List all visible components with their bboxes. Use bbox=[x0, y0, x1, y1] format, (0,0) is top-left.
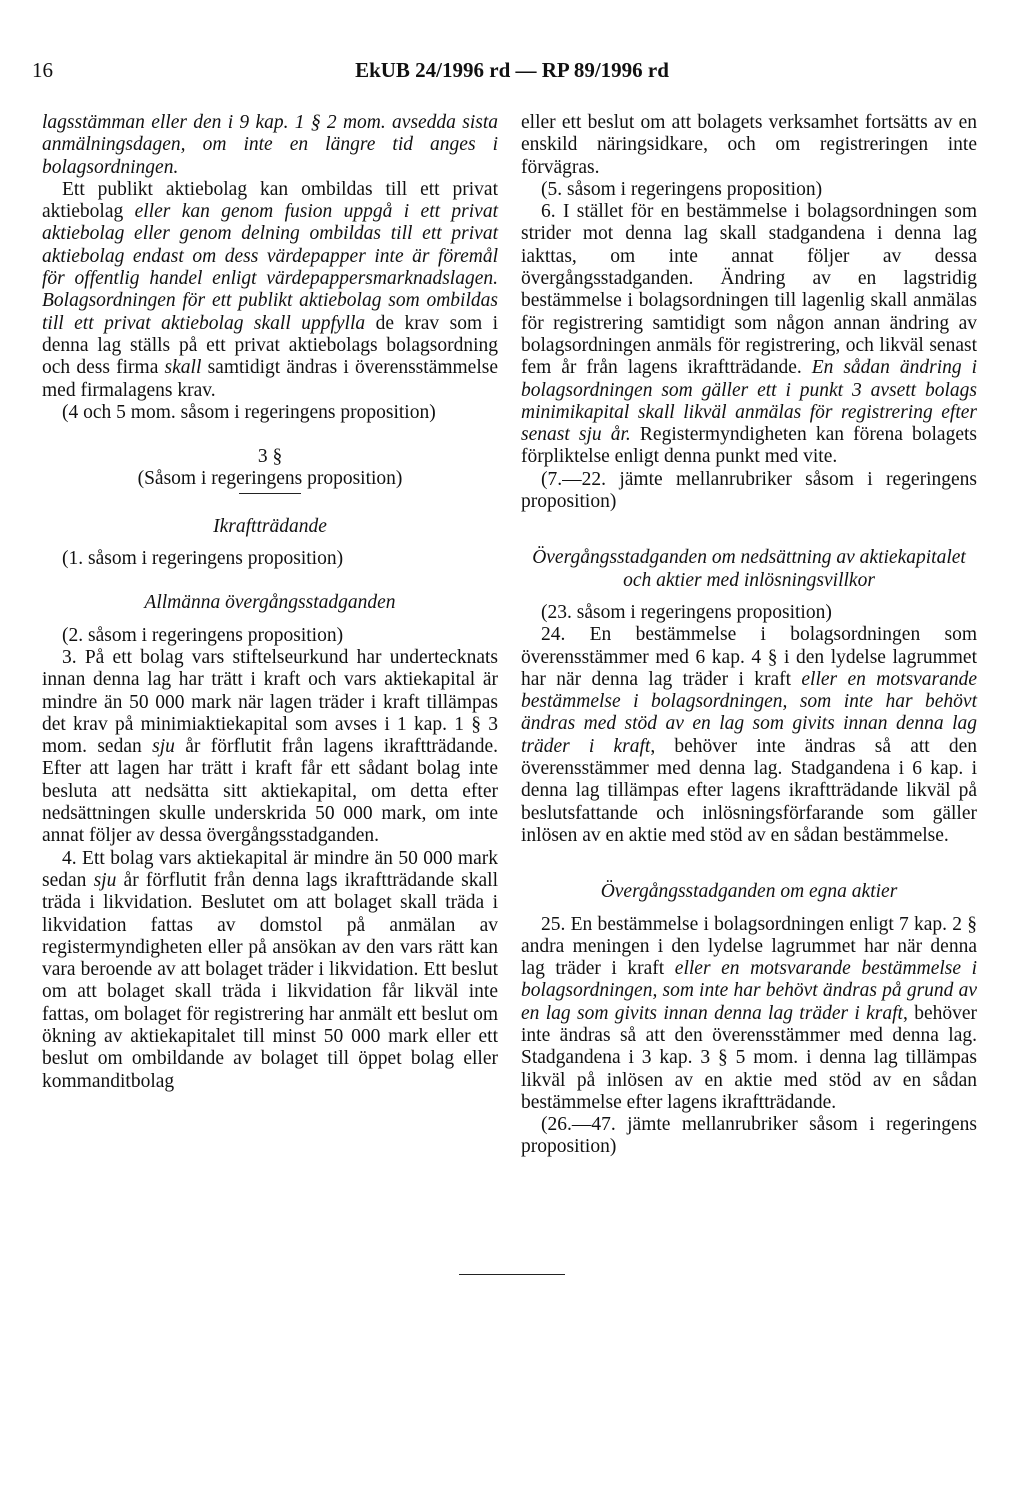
paragraph-point-5: (5. såsom i regeringens proposition) bbox=[541, 178, 823, 200]
paragraph-points-26-47: (26.—47. jämte mellanrubriker såsom i regeringens proposition) bbox=[521, 1114, 977, 1158]
paragraph-intro: lagsstämman eller den i 9 kap. 1 § 2 mom. avsedda sista anmälningsdagen, om inte en längre tid anges i bolagsordningen. bbox=[42, 112, 498, 178]
paragraph-point-23: (23. såsom i regeringens proposition) bbox=[541, 601, 832, 623]
paragraph-continuation: eller ett beslut om att bolagets verksamhet fortsätts av en enskild näringsidkare, och om registreringen inte förvägras. bbox=[521, 112, 977, 178]
heading-egna-aktier: Övergångsstadganden om egna aktier bbox=[600, 881, 898, 903]
paragraph-points-7-22: (7.—22. jämte mellanrubriker såsom i regeringens proposition) bbox=[521, 468, 977, 513]
heading-ikrafttradande: Ikraftträdande bbox=[213, 515, 327, 537]
page-number: 16 bbox=[32, 58, 53, 82]
paragraph-mom-4-5: (4 och 5 mom. såsom i regeringens proposition) bbox=[62, 401, 436, 423]
paragraph-point-3: 3. På ett bolag vars stiftelseurkund har undertecknats innan denna lag har trätt i kraft och vars aktiekapital är mindre än 50 000 mark när lagen träder i kraft tillämpas det krav på minimiaktiekapital som avses i 1 kap. 1 § 3 mom. sedan sju år förflutit från lagens ikraftträdande. Efter att lagen har trätt i kraft får ett sådant bolag inte besluta att nedsätta sitt aktiekapital, om detta efter nedsättningen skulle underskrida 50 000 mark, om inte annat följer av dessa övergångsstadganden. bbox=[42, 646, 498, 847]
section-text: (Såsom i regeringens proposition) bbox=[137, 468, 403, 490]
paragraph-point-24: 24. En bestämmelse i bolagsordningen som överensstämmer med 6 kap. 4 § i den lydelse lagrummet har när denna lag träder i kraft eller en motsvarande bestämmelse i bolagsordningen, som inte har behövt ändras med stöd av en lag som givits innan denna lag träder i kraft, behöver inte ändras så att den överensstämmer med denna lag. Stadgandena i 6 kap. i denna lag tillämpas efter lagens ikraftträdande likväl på beslutsfattande och inlösningsförfarande som gäller inlösen av en aktie med stöd av en sådan bestämmelse. bbox=[521, 624, 978, 846]
heading-nedsattning: Övergångsstadganden om nedsättning av aktiekapitalet och aktier med inlösningsvillkor bbox=[532, 547, 966, 591]
paragraph-point-2: (2. såsom i regeringens proposition) bbox=[62, 624, 344, 646]
right-column bbox=[521, 112, 977, 1159]
paragraph-point-1: (1. såsom i regeringens proposition) bbox=[62, 548, 344, 570]
paragraph-conversion: Ett publikt aktiebolag kan ombildas till ett privat aktiebolag eller kan genom fusion uppgå i ett privat aktiebolag eller genom delning ombildas till ett privat aktiebolag endast om dess värdepapper inte är föremål för offentlig handel enligt värdepappersmarknadslagen. Bolagsordningen för ett publikt aktiebolag som ombildas till ett privat aktiebolag skall uppfylla de krav som i denna lag ställs på ett privat aktiebolags bolagsordning och dess firma skall samtidigt ändras i överensstämmelse med firmalagens krav. bbox=[42, 178, 498, 401]
end-rule bbox=[459, 1274, 565, 1275]
left-column bbox=[42, 112, 498, 1093]
paragraph-point-4: 4. Ett bolag vars aktiekapital är mindre än 50 000 mark sedan sju år förflutit från denna lags ikraftträdande skall träda i likvidation. Beslutet om att bolaget skall träda i likvidation fattas av domstol på anmälan av registermyndigheten eller på ansökan av den vars rätt kan vara beroende av att bolaget träder i likvidation. Ett beslut om att bolaget skall träda i likvidation får likväl inte fattas, om bolaget för registrering har anmält ett beslut om ökning av aktiekapitalet till minst 50 000 mark eller ett beslut om ombildande av bolaget till öppet bolag eller kommanditbolag bbox=[42, 847, 498, 1092]
heading-allmanna: Allmänna övergångsstadganden bbox=[144, 592, 396, 614]
document-title: EkUB 24/1996 rd — RP 89/1996 rd bbox=[355, 58, 669, 82]
paragraph-point-25: 25. En bestämmelse i bolagsordningen enligt 7 kap. 2 § andra meningen i den lydelse lagrummet har när denna lag träder i kraft eller en motsvarande bestämmelse i bolagsordningen, som inte har behövt ändras på grund av en lag som givits innan denna lag träder i kraft, behöver inte ändras så att den överensstämmer med denna lag. Stadgandena i 3 kap. 3 § 5 mom. i denna lag tillämpas likväl på inlösen av en aktie med stöd av en sådan bestämmelse efter lagens ikraftträdande. bbox=[521, 913, 978, 1113]
section-number: 3 § bbox=[257, 446, 283, 468]
paragraph-point-6: 6. I stället för en bestämmelse i bolagsordningen som strider mot denna lag skall stadgandena i denna lag iakttas, om inte annat följer av dessa övergångsstadganden. Ändring av en lagstridig bestämmelse i bolagsordningen till lagenlig skall anmälas för registrering samtidigt som någon annan ändring av bolagsordningen anmäls för registrering, och likväl senast fem år från lagens ikraftträdande. En sådan ändring i bolagsordningen som gäller ett i punkt 3 avsett bolags minimikapital skall likväl anmälas för registrering efter senast sju år. Registermyndigheten kan förena bolagets förpliktelse enligt denna punkt med vite. bbox=[521, 201, 977, 468]
